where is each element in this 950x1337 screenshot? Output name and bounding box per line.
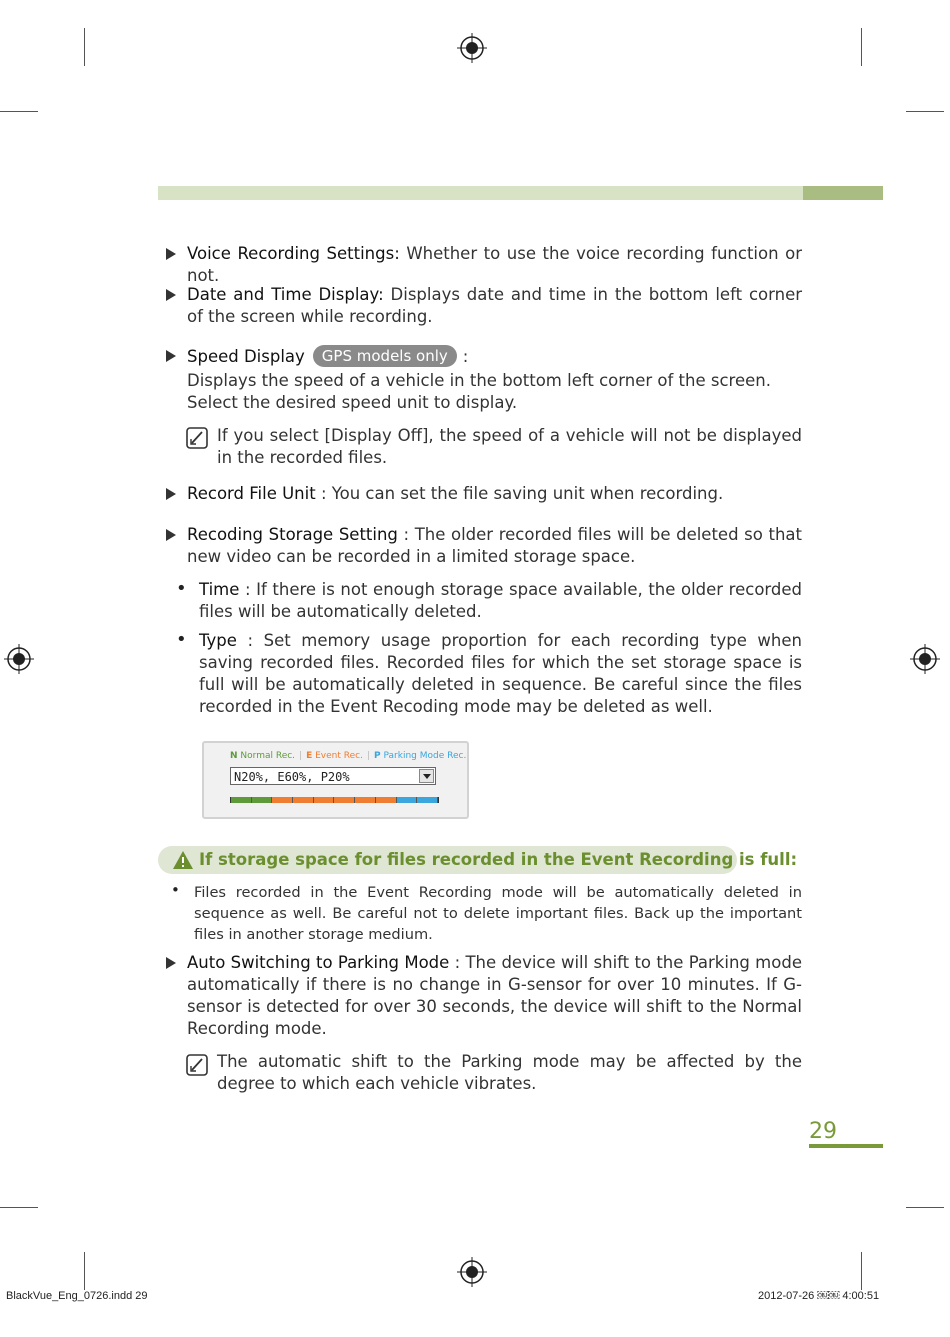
item-label: Date and Time Display: [187, 285, 384, 304]
note-icon [186, 427, 208, 449]
page-number-underline [809, 1144, 883, 1148]
storage-proportion-bar [230, 797, 439, 803]
type-subitem [199, 630, 802, 718]
triangle-bullet-icon [166, 957, 176, 969]
speed-display-item [187, 345, 802, 368]
item-label: Type [199, 631, 237, 650]
voice-recording-item [187, 243, 802, 287]
crop-mark [84, 1252, 85, 1290]
page-number: 29 [809, 1119, 837, 1144]
item-colon: : [462, 347, 469, 366]
recording-type-legend: N Normal Rec. | E Event Rec. | P Parking Mode Rec. [230, 751, 467, 761]
header-bar [158, 186, 803, 200]
legend-event-key: E [306, 751, 313, 761]
warning-banner [158, 846, 798, 874]
dot-bullet: • [176, 578, 187, 599]
crop-mark [0, 1207, 38, 1208]
registration-mark-icon [457, 33, 487, 63]
speed-line-1: Displays the speed of a vehicle in the bottom left corner of the screen. [187, 371, 771, 390]
item-text: Whether to use the voice recording function or not. [187, 244, 802, 285]
triangle-bullet-icon [166, 488, 176, 500]
select-value: N20%, E60%, P20% [234, 770, 350, 784]
item-label: Time [199, 580, 240, 599]
registration-mark-icon [457, 1257, 487, 1287]
legend-parking: Parking Mode Rec. [383, 751, 467, 761]
item-text: : You can set the file saving unit when recording. [315, 484, 724, 503]
footer-timestamp: 2012-07-26 ￼￼ 4:00:51 [758, 1290, 880, 1302]
time-subitem [199, 579, 802, 623]
proportion-segment-normal [231, 797, 252, 803]
proportion-segment-event [314, 797, 335, 803]
warning-icon [172, 850, 194, 870]
proportion-segment-event [272, 797, 293, 803]
note-icon [186, 1054, 208, 1076]
triangle-bullet-icon [166, 248, 176, 260]
proportion-segment-event [293, 797, 314, 803]
legend-normal: Normal Rec. [240, 751, 296, 761]
item-label: Auto Switching to Parking Mode [187, 953, 450, 972]
proportion-segment-normal [252, 797, 273, 803]
legend-normal-key: N [230, 751, 238, 761]
record-file-unit-item [187, 483, 802, 505]
storage-setting-screenshot [202, 741, 469, 819]
gps-models-badge: GPS models only [313, 345, 457, 367]
proportion-segment-parking [397, 797, 418, 803]
item-label: Voice Recording Settings: [187, 244, 400, 263]
date-time-item [187, 284, 802, 328]
item-text: : The older recorded files will be deleted so that new video can be recorded in a limited storage space. [187, 525, 802, 566]
crop-mark [861, 1252, 862, 1290]
crop-mark [906, 111, 944, 112]
registration-mark-icon [910, 644, 940, 674]
item-text: : Set memory usage proportion for each recording type when saving recorded files. Recorded files for which the set storage space is full will be automatically deleted in sequence. Be careful since the files recorded in the Event Recoding mode may be deleted as well. [199, 631, 802, 716]
proportion-segment-event [334, 797, 355, 803]
warning-title: If storage space for files recorded in the Event Recording is full: [199, 850, 798, 869]
speed-display-desc [187, 370, 802, 414]
proportion-segment-parking [417, 797, 438, 803]
footer-filename: BlackVue_Eng_0726.indd 29 [6, 1290, 148, 1302]
item-label: Recoding Storage Setting [187, 525, 398, 544]
registration-mark-icon [4, 644, 34, 674]
item-label: Record File Unit [187, 484, 316, 503]
warning-bullet: Files recorded in the Event Recording mode will be automatically deleted in sequence as well. Be careful not to delete important files. Back up the important files in another storage medium. [194, 884, 802, 943]
header-bar-accent [803, 186, 883, 200]
crop-mark [0, 111, 38, 112]
crop-mark [906, 1207, 944, 1208]
item-text: : If there is not enough storage space available, the older recorded files will be automatically deleted. [199, 580, 802, 621]
storage-proportion-select[interactable] [230, 767, 436, 785]
speed-line-2: Select the desired speed unit to display. [187, 393, 518, 412]
triangle-bullet-icon [166, 350, 176, 362]
parking-mode-item [187, 952, 802, 1040]
proportion-segment-event [355, 797, 376, 803]
triangle-bullet-icon [166, 289, 176, 301]
legend-event: Event Rec. [315, 751, 363, 761]
item-text: : The device will shift to the Parking mode automatically if there is no change in G-sensor for over 10 minutes. If G-sensor is detected for over 30 seconds, the device will shift to the Normal Recording mode. [187, 953, 802, 1038]
legend-parking-key: P [374, 751, 381, 761]
speed-note: If you select [Display Off], the speed of a vehicle will not be displayed in the recorded files. [217, 426, 802, 467]
proportion-segment-event [376, 797, 397, 803]
parking-note: The automatic shift to the Parking mode may be affected by the degree to which each vehicle vibrates. [217, 1052, 802, 1093]
item-text: Displays date and time in the bottom left corner of the screen while recording. [187, 285, 802, 326]
dot-bullet: • [171, 881, 180, 899]
item-label: Speed Display [187, 347, 305, 366]
crop-mark [861, 28, 862, 66]
triangle-bullet-icon [166, 529, 176, 541]
storage-setting-item [187, 524, 802, 568]
dot-bullet: • [176, 629, 187, 650]
chevron-down-icon[interactable] [419, 769, 434, 783]
crop-mark [84, 28, 85, 66]
